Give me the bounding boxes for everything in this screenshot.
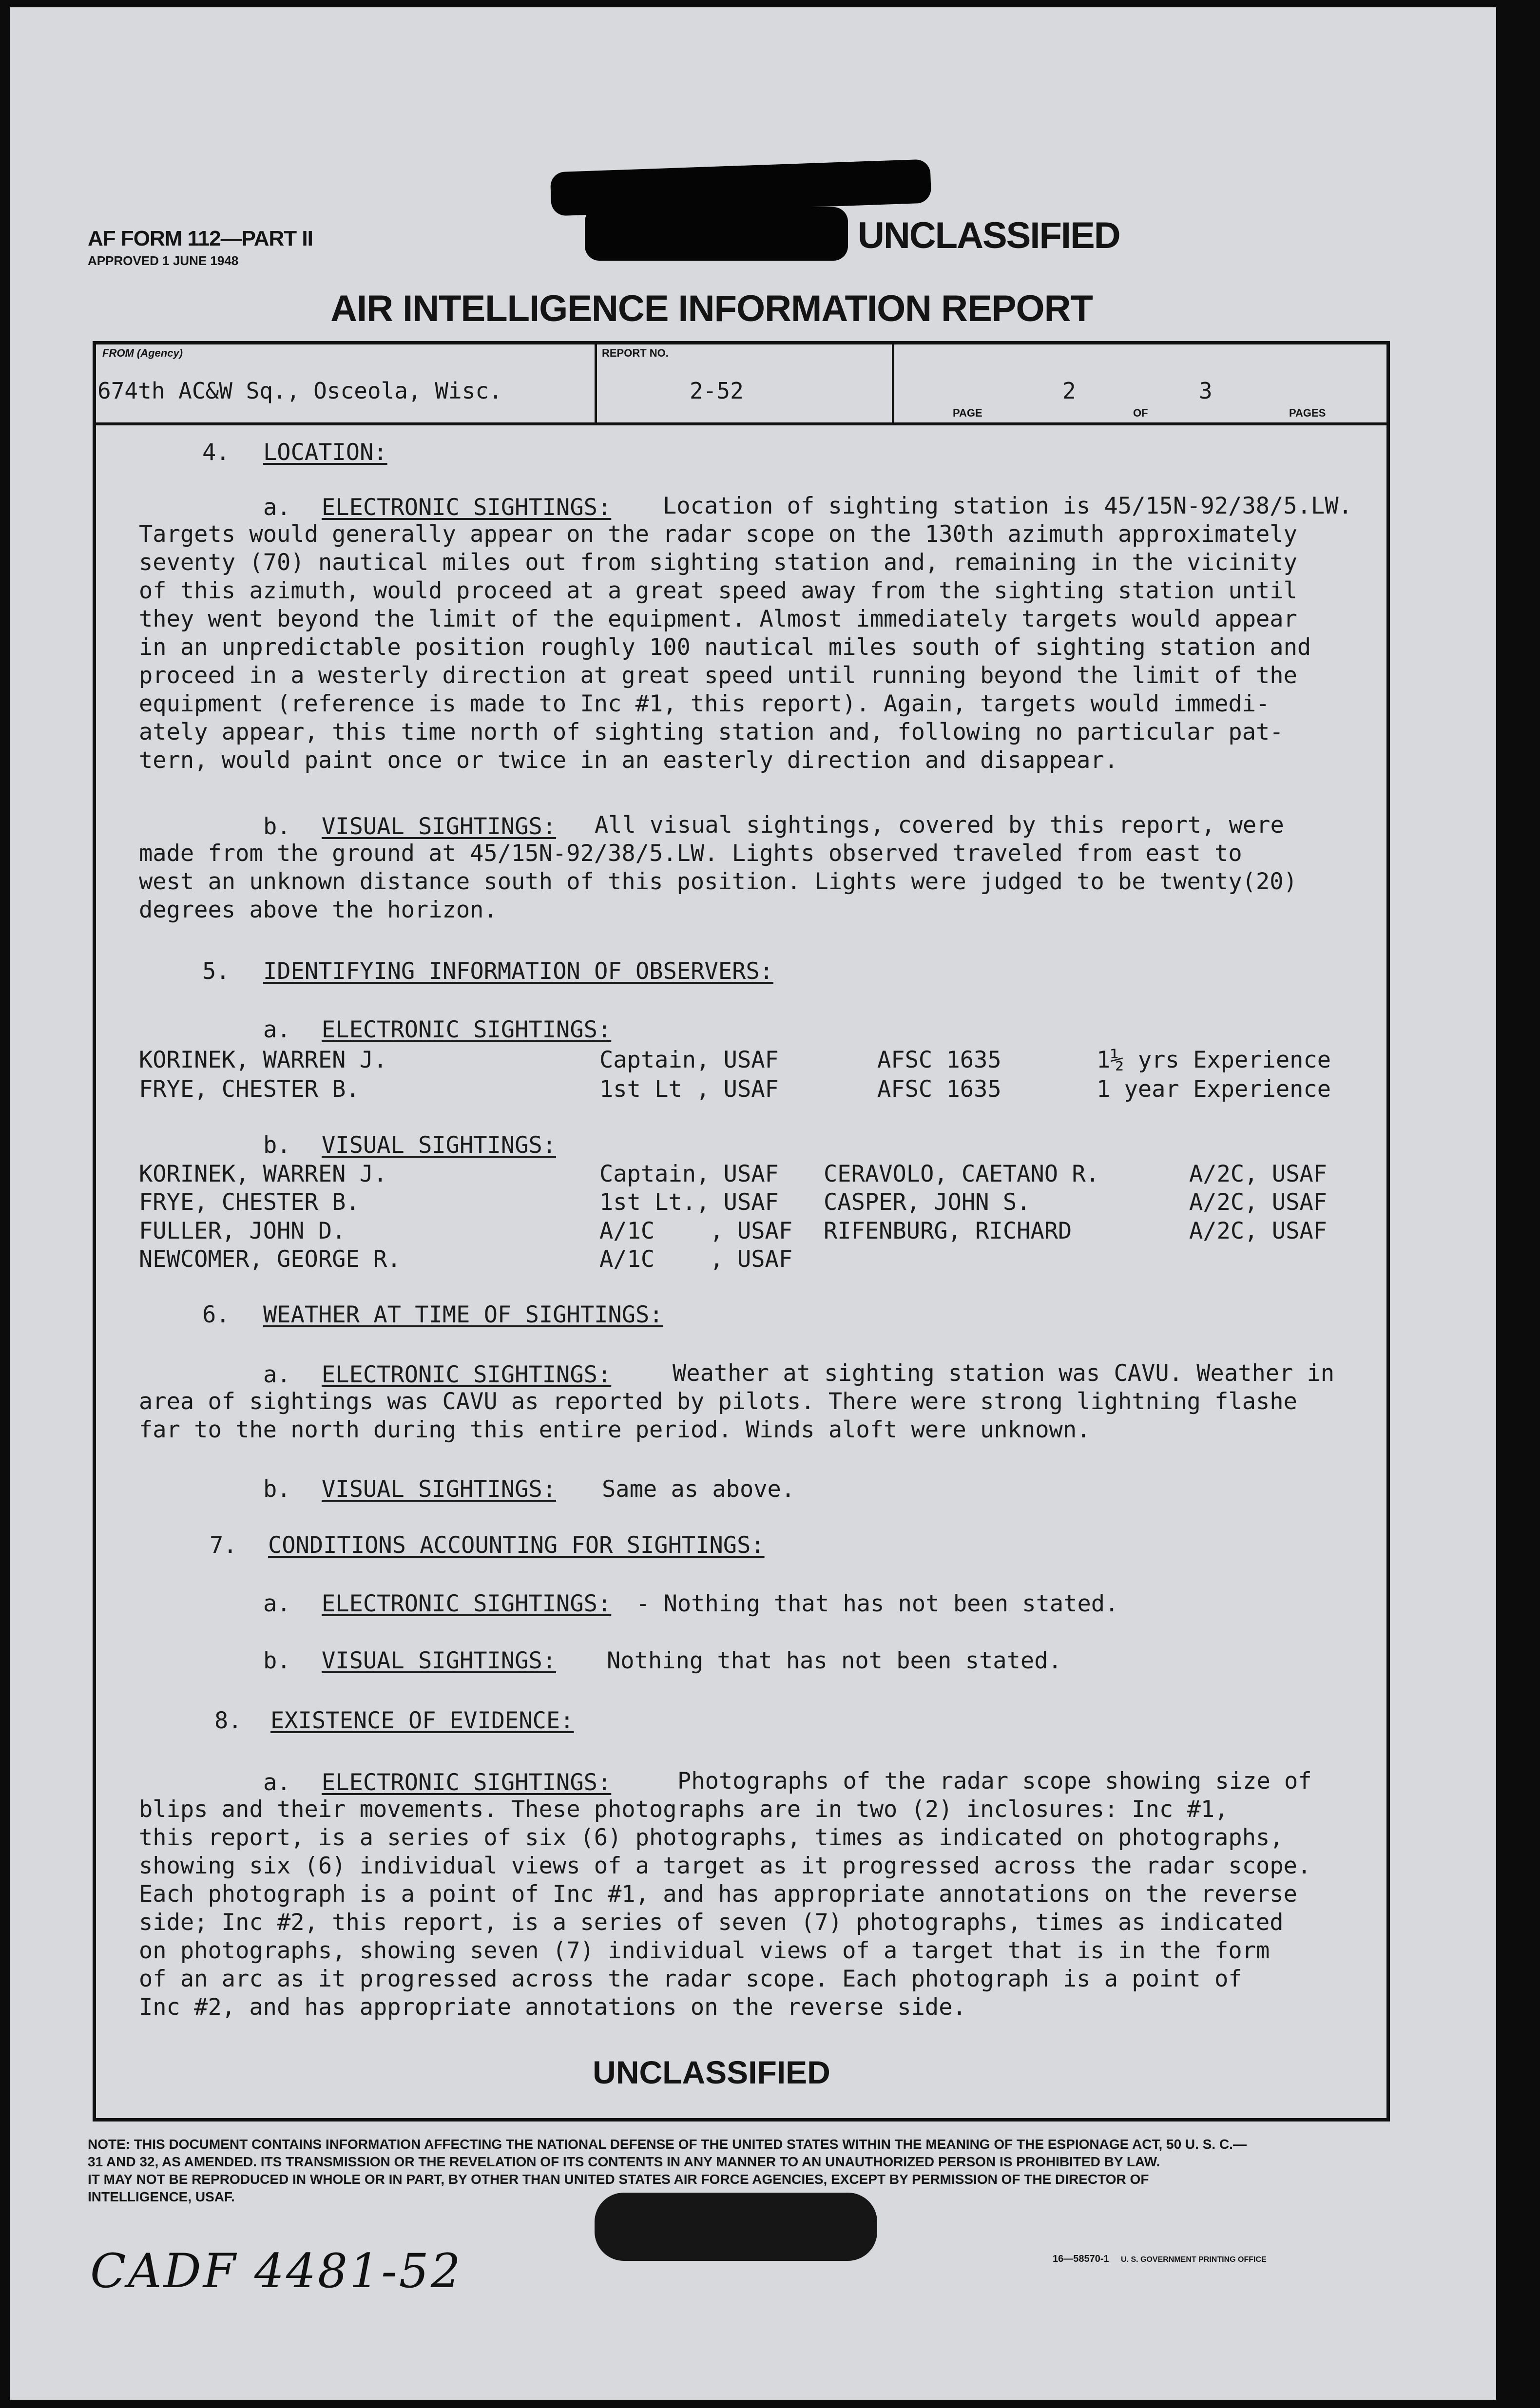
redaction-block-bottom [595, 2193, 877, 2261]
section-5b-letter: b. [263, 1132, 291, 1159]
section-5b-heading: VISUAL SIGHTINGS: [322, 1132, 557, 1159]
observer-name: KORINEK, WARREN J. [139, 1047, 387, 1073]
section-4a-line: in an unpredictable position roughly 100 nautical miles south of sighting station and [139, 634, 1311, 661]
of-label: OF [1133, 407, 1148, 419]
section-6a-line: Weather at sighting station was CAVU. Weather in [673, 1360, 1335, 1387]
observer-rank: A/1C , USAF [599, 1246, 793, 1273]
report-no-label: REPORT NO. [602, 347, 669, 359]
note-line: IT MAY NOT BE REPRODUCED IN WHOLE OR IN PART, BY OTHER THAN UNITED STATES AIR FORCE AGENCIES, EXCEPT BY PERMISSION OF THE DIRECTOR OF [88, 2172, 1149, 2187]
section-8a-letter: a. [263, 1769, 291, 1796]
observer-name-2: CERAVOLO, CAETANO R. [824, 1161, 1099, 1187]
section-6a-heading: ELECTRONIC SIGHTINGS: [322, 1361, 612, 1388]
observer-name: FRYE, CHESTER B. [139, 1189, 360, 1216]
observer-rank-2: A/2C, USAF [1189, 1189, 1327, 1216]
section-8-number: 8. [214, 1707, 242, 1734]
classification-top: UNCLASSIFIED [858, 215, 1120, 256]
from-value: 674th AC&W Sq., Osceola, Wisc. [97, 378, 502, 404]
section-6a-letter: a. [263, 1361, 291, 1388]
section-4a-line: of this azimuth, would proceed at a great speed away from the sighting station until [139, 577, 1297, 604]
observer-name: NEWCOMER, GEORGE R. [139, 1246, 401, 1273]
note-line: 31 AND 32, AS AMENDED. ITS TRANSMISSION OR THE REVELATION OF ITS CONTENTS IN ANY MANNER TO AN UNAUTHORIZED PERSON IS PROHIBITED BY LAW. [88, 2154, 1160, 2169]
section-8a-line: blips and their movements. These photographs are in two (2) inclosures: Inc #1, [139, 1796, 1229, 1823]
section-6-title: WEATHER AT TIME OF SIGHTINGS: [263, 1301, 663, 1328]
section-4a-line: tern, would paint once or twice in an easterly direction and disappear. [139, 747, 1118, 774]
observer-afsc: AFSC 1635 [877, 1047, 1001, 1073]
section-7-number: 7. [210, 1532, 237, 1559]
pages-label: PAGES [1289, 407, 1326, 419]
section-4-number: 4. [202, 439, 230, 466]
section-4a-line: they went beyond the limit of the equipment. Almost immediately targets would appear [139, 606, 1297, 632]
section-6-number: 6. [202, 1301, 230, 1328]
handwritten-reference: CADF 4481-52 [90, 2244, 462, 2298]
section-4-title: LOCATION: [263, 439, 387, 466]
observer-rank-2: A/2C, USAF [1189, 1161, 1327, 1187]
gpo-code: 16—58570-1 [1053, 2254, 1109, 2264]
observer-name-2: CASPER, JOHN S. [824, 1189, 1031, 1216]
section-8a-line: showing six (6) individual views of a target as it progressed across the radar scope. [139, 1853, 1311, 1879]
section-4b-letter: b. [263, 813, 291, 840]
section-4b-line: west an unknown distance south of this position. Lights were judged to be twenty(20) [139, 868, 1297, 895]
section-4a-line: seventy (70) nautical miles out from sighting station and, remaining in the vicinity [139, 549, 1297, 576]
observer-rank: 1st Lt , USAF [599, 1076, 779, 1103]
note-line: NOTE: THIS DOCUMENT CONTAINS INFORMATION AFFECTING THE NATIONAL DEFENSE OF THE UNITED STATES WITHIN THE MEANING OF THE ESPIONAGE ACT, 50 U. S. C.— [88, 2137, 1247, 2152]
section-4a-line: ately appear, this time north of sighting station and, following no particular pat- [139, 719, 1284, 745]
section-4a-line: equipment (reference is made to Inc #1, this report). Again, targets would immedi- [139, 690, 1270, 717]
section-7a-heading: ELECTRONIC SIGHTINGS: [322, 1590, 612, 1617]
note-line: INTELLIGENCE, USAF. [88, 2189, 235, 2204]
section-6a-paragraph [139, 1359, 1391, 1444]
section-4b-paragraph [139, 811, 1372, 924]
section-7b-letter: b. [263, 1647, 291, 1674]
observer-rank: Captain, USAF [599, 1161, 779, 1187]
observer-rank: 1st Lt., USAF [599, 1189, 779, 1216]
observer-experience: 1½ yrs Experience [1097, 1047, 1331, 1073]
section-8a-line: on photographs, showing seven (7) individual views of a target that is in the form [139, 1937, 1270, 1964]
section-4b-line: degrees above the horizon. [139, 897, 498, 923]
section-6b-heading: VISUAL SIGHTINGS: [322, 1476, 557, 1503]
section-4a-heading: ELECTRONIC SIGHTINGS: [322, 494, 612, 521]
observer-name: FULLER, JOHN D. [139, 1218, 346, 1244]
observer-name-2: RIFENBURG, RICHARD [824, 1218, 1072, 1244]
section-8a-line: this report, is a series of six (6) photographs, times as indicated on photographs, [139, 1824, 1284, 1851]
section-4a-line: proceed in a westerly direction at great speed until running beyond the limit of the [139, 662, 1297, 689]
observer-rank-2: A/2C, USAF [1189, 1218, 1327, 1244]
section-5-title: IDENTIFYING INFORMATION OF OBSERVERS: [263, 958, 773, 985]
section-8a-line: side; Inc #2, this report, is a series of seven (7) photographs, times as indicated [139, 1909, 1284, 1936]
observer-experience: 1 year Experience [1097, 1076, 1331, 1103]
section-7a-text: - Nothing that has not been stated. [636, 1590, 1119, 1617]
section-8a-line: Photographs of the radar scope showing size of [677, 1768, 1312, 1795]
section-4b-line: made from the ground at 45/15N-92/38/5.LW. Lights observed traveled from east to [139, 840, 1242, 867]
redaction-block-top-2 [585, 207, 848, 261]
section-5-number: 5. [202, 958, 230, 985]
section-7b-text: Nothing that has not been stated. [607, 1647, 1062, 1674]
section-6a-line: area of sightings was CAVU as reported by pilots. There were strong lightning flashe [139, 1388, 1297, 1415]
section-6b-text: Same as above. [602, 1476, 795, 1503]
section-6b-letter: b. [263, 1476, 291, 1503]
observer-rank: Captain, USAF [599, 1047, 779, 1073]
section-8a-line: of an arc as it progressed across the radar scope. Each photograph is a point of [139, 1966, 1242, 1992]
form-id: AF FORM 112—PART II [88, 227, 313, 250]
section-4a-paragraph [139, 492, 1372, 775]
section-7-title: CONDITIONS ACCOUNTING FOR SIGHTINGS: [268, 1532, 765, 1559]
page-value: 2 [1062, 378, 1076, 404]
section-4a-letter: a. [263, 494, 291, 521]
section-5a-heading: ELECTRONIC SIGHTINGS: [322, 1016, 612, 1043]
observer-rank: A/1C , USAF [599, 1218, 793, 1244]
section-5a-letter: a. [263, 1016, 291, 1043]
section-4a-line: Targets would generally appear on the radar scope on the 130th azimuth approximately [139, 521, 1297, 548]
section-6a-line: far to the north during this entire period. Winds aloft were unknown. [139, 1416, 1091, 1443]
observer-name: FRYE, CHESTER B. [139, 1076, 360, 1103]
section-8-title: EXISTENCE OF EVIDENCE: [270, 1707, 574, 1734]
report-title: AIR INTELLIGENCE INFORMATION REPORT [330, 288, 1093, 329]
section-8a-heading: ELECTRONIC SIGHTINGS: [322, 1769, 612, 1796]
section-7b-heading: VISUAL SIGHTINGS: [322, 1647, 557, 1674]
of-value: 3 [1199, 378, 1213, 404]
classification-bottom: UNCLASSIFIED [593, 2054, 830, 2090]
report-no-value: 2-52 [690, 378, 744, 404]
section-4b-line: All visual sightings, covered by this report, were [595, 812, 1284, 839]
page-label: PAGE [953, 407, 982, 419]
section-8a-paragraph [139, 1767, 1382, 2022]
document-page [10, 7, 1496, 2400]
observer-afsc: AFSC 1635 [877, 1076, 1001, 1103]
section-8a-line: Each photograph is a point of Inc #1, and has appropriate annotations on the reverse [139, 1881, 1297, 1908]
header-divider-2 [892, 344, 894, 422]
section-8a-line: Inc #2, and has appropriate annotations on the reverse side. [139, 1994, 966, 2021]
gpo-text: U. S. GOVERNMENT PRINTING OFFICE [1121, 2255, 1267, 2264]
section-7a-letter: a. [263, 1590, 291, 1617]
header-divider-1 [595, 344, 597, 422]
section-4b-heading: VISUAL SIGHTINGS: [322, 813, 557, 840]
observer-name: KORINEK, WARREN J. [139, 1161, 387, 1187]
section-4a-line: Location of sighting station is 45/15N-92/38/5.LW. [663, 493, 1352, 519]
form-approved-date: APPROVED 1 JUNE 1948 [88, 253, 239, 268]
from-label: FROM (Agency) [102, 347, 183, 359]
